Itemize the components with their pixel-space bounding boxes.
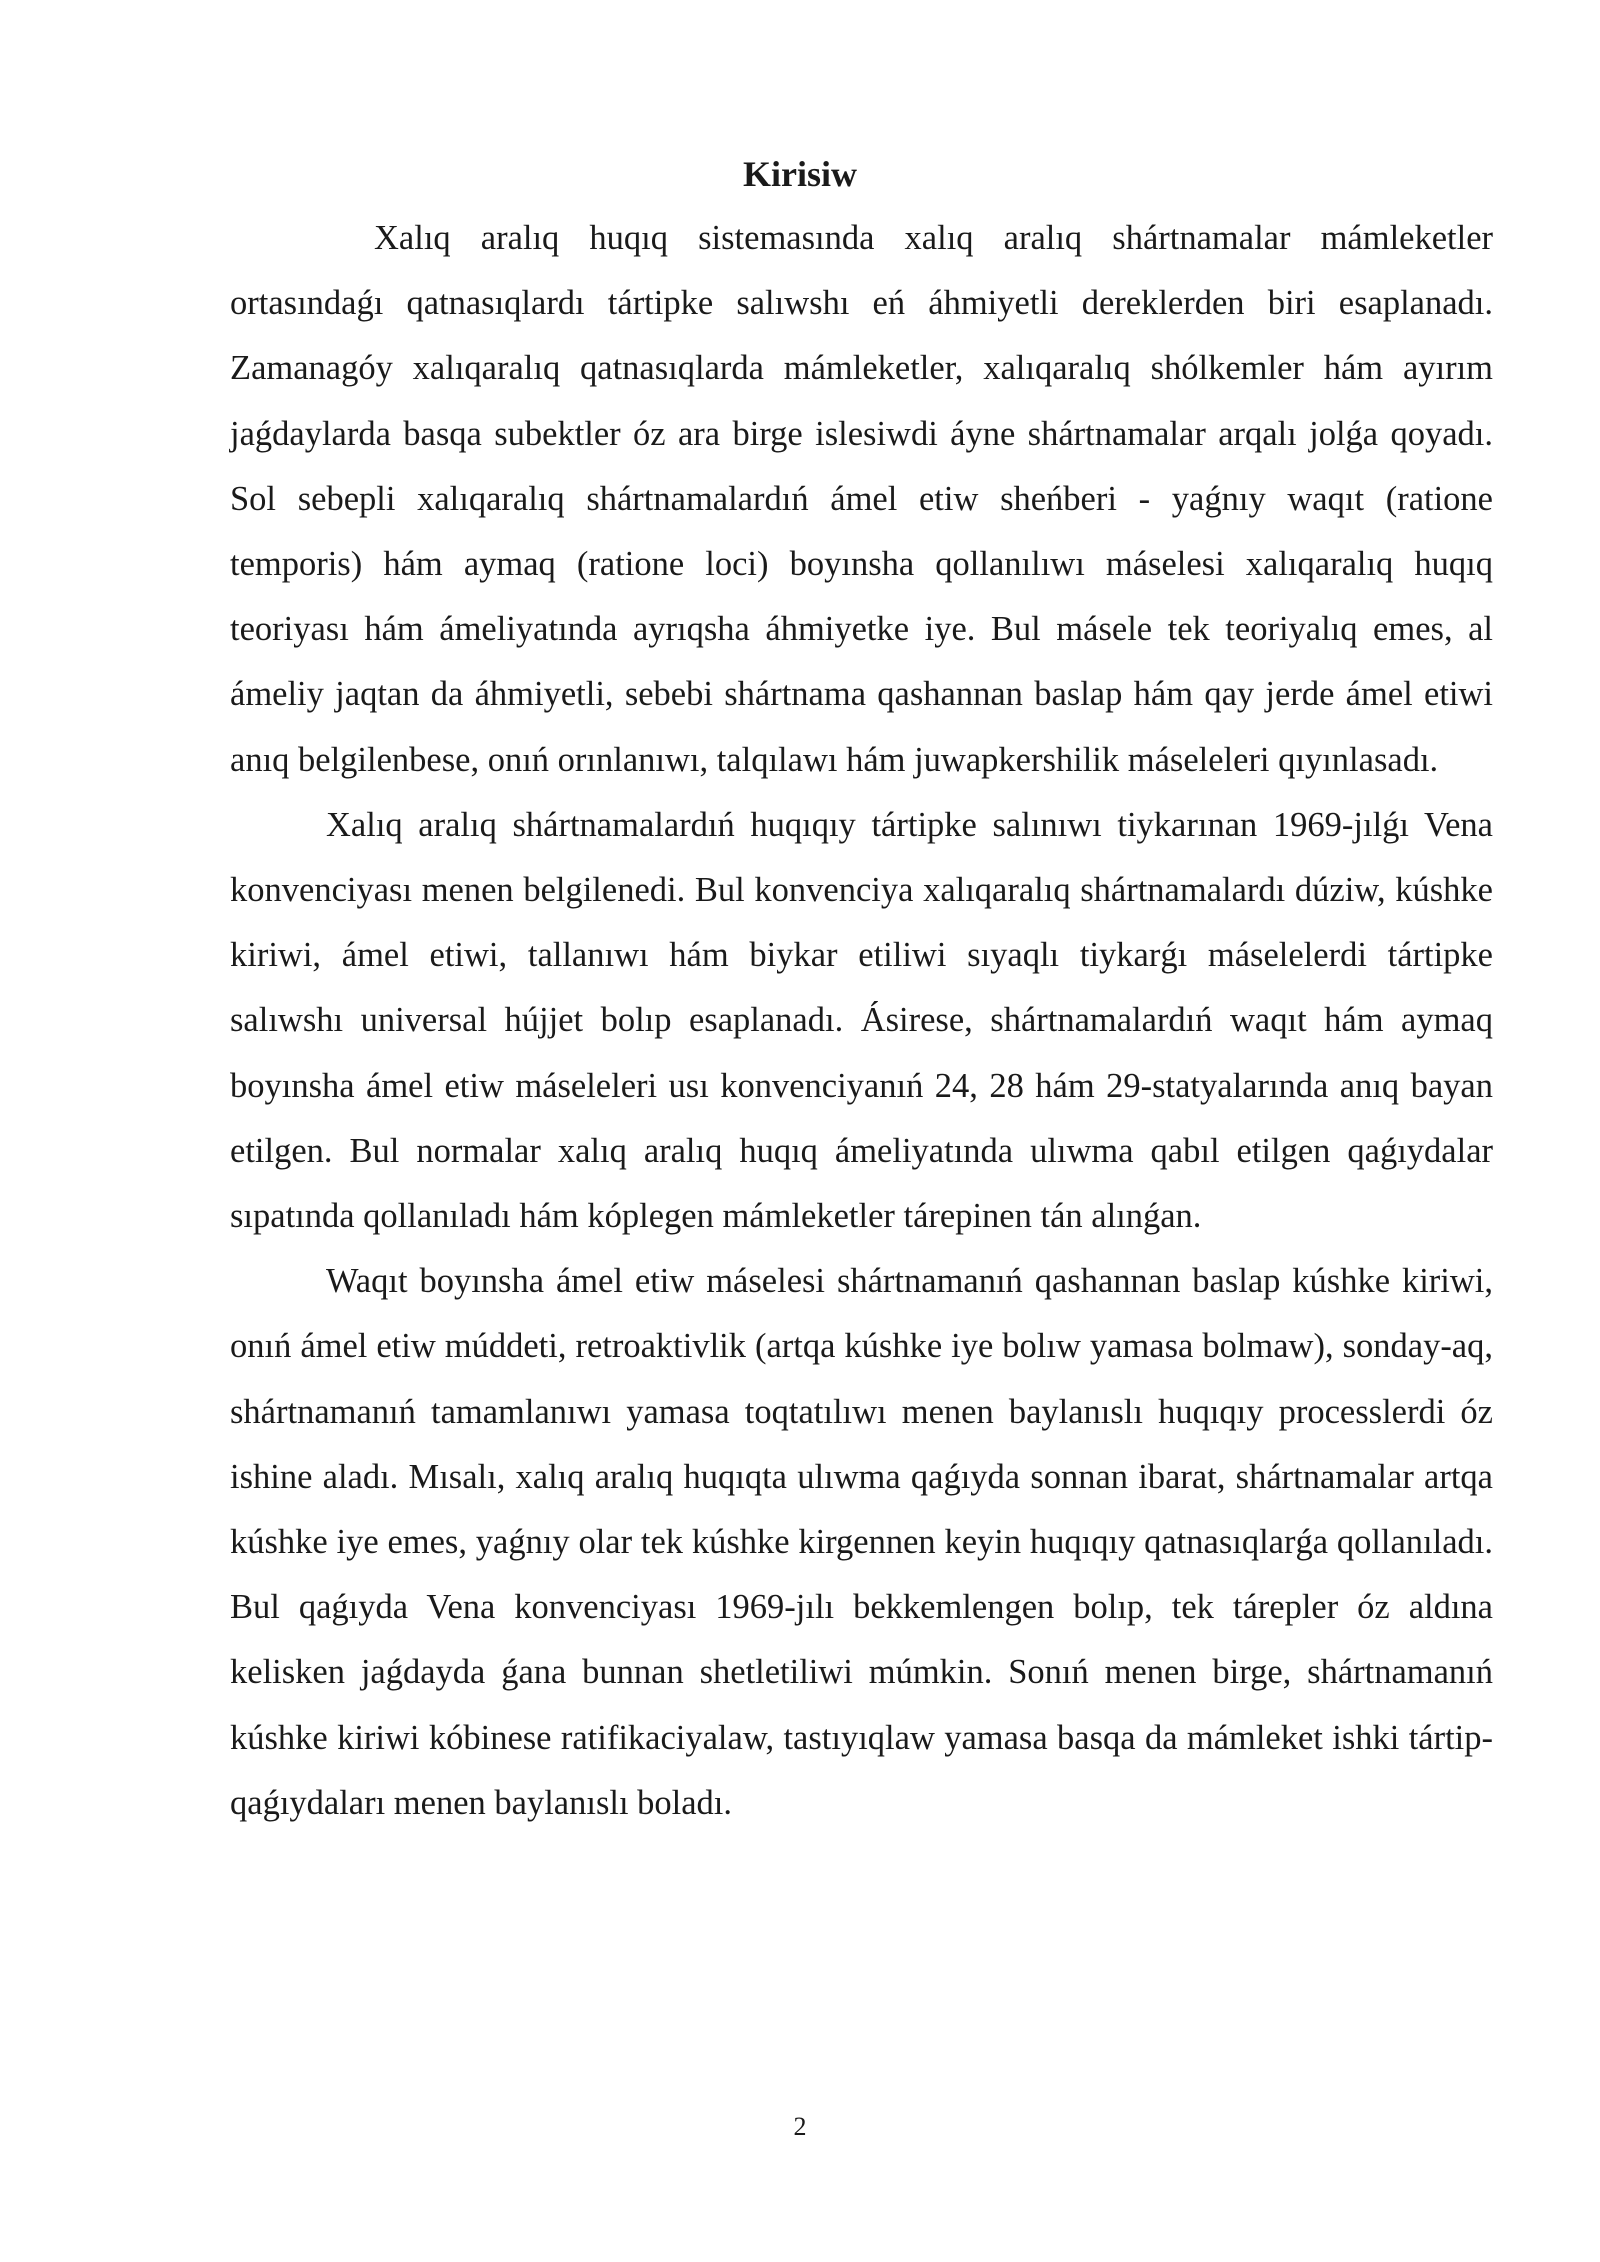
paragraph-3: Waqıt boyınsha ámel etiw máselesi shártnamanıń qashannan baslap kúshke kiriwi, onıń ámel etiw múddeti, retroaktivlik (artqa kúshke iye bolıw yamasa bolmaw), sonday-aq, shártnamanıń tamamlanıwı yamasa toqtatılıwı menen baylanıslı huqıqıy processlerdi óz ishine aladı. Mısalı, xalıq aralıq huqıqta ulıwma qaǵıyda sonnan ibarat, shártnamalar artqa kúshke iye emes, yaǵnıy olar tek kúshke kirgennen keyin huqıqıy qatnasıqlarǵa qollanıladı. Bul qaǵıyda Vena konvenciyası 1969-jılı bekkemlengen bolıp, tek tárepler óz aldına kelisken jaǵdayda ǵana bunnan shetletiliwi múmkin. Sonıń menen birge, shártnamanıń kúshke kiriwi kóbinese ratifikaciyalaw, tastıyıqlaw yamasa basqa da mámleket ishki tártip-qaǵıydaları menen baylanıslı boladı. xyxy=(230,1262,1493,1822)
body-text xyxy=(230,206,1493,1836)
section-heading: Kirisiw xyxy=(743,154,857,194)
paragraph-1: Xalıq aralıq huqıq sistemasında xalıq aralıq shártnamalar mámleketler ortasındaǵı qatnasıqlardı tártipke salıwshı eń áhmiyetli dereklerden biri esaplanadı. Zamanagóy xalıqaralıq qatnasıqlarda mámleketler, xalıqaralıq shólkemler hám ayırım jaǵdaylarda basqa subektler óz ara birge islesiwdi áyne shártnamalar arqalı jolǵa qoyadı. Sol sebepli xalıqaralıq shártnamalardıń ámel etiw sheńberi - yaǵnıy waqıt (ratione temporis) hám aymaq (ratione loci) boyınsha qollanılıwı máselesi xalıqaralıq huqıq teoriyası hám ámeliyatında ayrıqsha áhmiyetke iye. Bul másele tek teoriyalıq emes, al ámeliy jaqtan da áhmiyetli, sebebi shártnama qashannan baslap hám qay jerde ámel etiwi anıq belgilenbese, onıń orınlanıwı, talqılawı hám juwapkershilik máseleleri qıyınlasadı. xyxy=(230,219,1493,779)
page-number: 2 xyxy=(793,2112,807,2141)
paragraph-2: Xalıq aralıq shártnamalardıń huqıqıy tártipke salınıwı tiykarınan 1969-jılǵı Vena konvenciyası menen belgilenedi. Bul konvenciya xalıqaralıq shártnamalardı dúziw, kúshke kiriwi, ámel etiwi, tallanıwı hám biykar etiliwi sıyaqlı tiykarǵı máselelerdi tártipke salıwshı universal hújjet bolıp esaplanadı. Ásirese, shártnamalardıń waqıt hám aymaq boyınsha ámel etiw máseleleri usı konvenciyanıń 24, 28 hám 29-statyalarında anıq bayan etilgen. Bul normalar xalıq aralıq huqıq ámeliyatında ulıwma qabıl etilgen qaǵıydalar sıpatında qollanıladı hám kóplegen mámleketler tárepinen tán alınǵan. xyxy=(230,805,1493,1236)
